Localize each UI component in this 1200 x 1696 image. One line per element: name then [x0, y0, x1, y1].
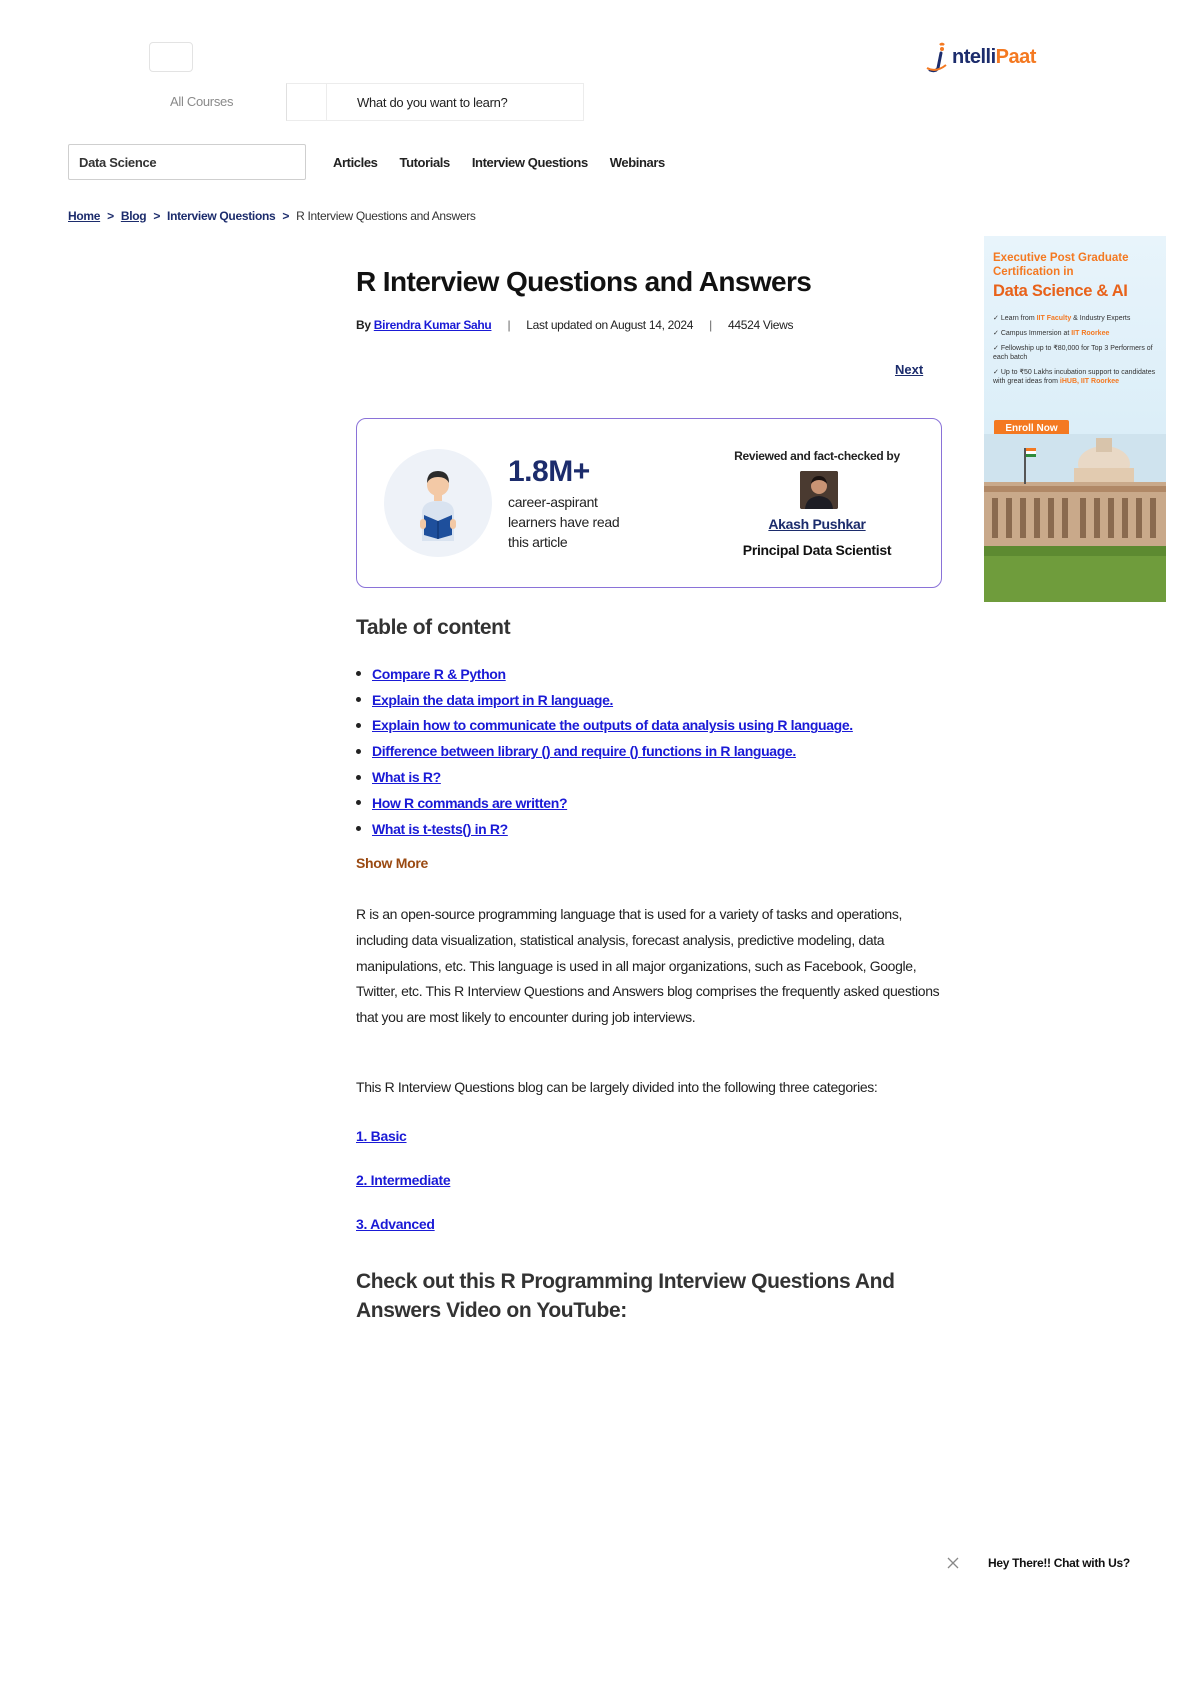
breadcrumb-separator: > — [107, 209, 114, 223]
by-label: By — [356, 318, 371, 332]
reviewer-role: Principal Data Scientist — [742, 542, 892, 558]
campus-building-image — [984, 434, 1166, 602]
ad-bullet: ✓ Up to ₹50 Lakhs incubation support to candidates with great ideas from iHUB, IIT Roorkee — [993, 369, 1156, 385]
breadcrumb-home[interactable]: Home — [68, 209, 101, 223]
chat-prompt[interactable]: Hey There!! Chat with Us? — [988, 1556, 1130, 1570]
toc-link[interactable]: How R commands are written? — [372, 794, 568, 811]
meta-divider: | — [709, 318, 712, 332]
toc-link[interactable]: Explain how to communicate the outputs of data analysis using R language. — [372, 717, 853, 734]
toc-item — [356, 738, 853, 764]
intellipaat-logo[interactable] — [926, 40, 1036, 74]
reviewer-name-link[interactable]: Akash Pushkar — [768, 516, 866, 532]
logo-text-paat: Paat — [995, 45, 1036, 68]
search-icon[interactable] — [287, 84, 327, 120]
ad-bullet: ✓ Learn from IIT Faculty & Industry Experts — [993, 315, 1131, 322]
author-link[interactable]: Birendra Kumar Sahu — [373, 318, 492, 332]
nav-articles[interactable]: Articles — [333, 155, 378, 170]
nav-tutorials[interactable]: Tutorials — [399, 155, 450, 170]
breadcrumb-blog[interactable]: Blog — [120, 209, 147, 223]
logo-mark-icon — [926, 41, 950, 73]
toc-item — [356, 661, 853, 687]
breadcrumb-separator: > — [282, 209, 290, 223]
search-input[interactable] — [327, 95, 577, 110]
reviewer-avatar — [800, 471, 838, 509]
toc-item — [356, 816, 853, 842]
toc-link[interactable]: What is t-tests() in R? — [372, 820, 508, 837]
next-article-link[interactable]: Next — [895, 362, 924, 377]
ad-course-name: Data Science & AI — [993, 282, 1128, 300]
ad-bullets — [993, 314, 1161, 392]
toc-title: Table of content — [356, 616, 511, 639]
last-updated: Last updated on August 14, 2024 — [526, 318, 694, 332]
category-basic-link[interactable]: 1. Basic — [356, 1128, 407, 1144]
toc-link[interactable]: Compare R & Python — [372, 665, 506, 682]
search-bar — [286, 83, 584, 121]
meta-divider: | — [507, 318, 511, 332]
toc-link[interactable]: Explain the data import in R language. — [372, 691, 614, 708]
category-select[interactable]: Data Science — [68, 144, 306, 180]
toc-list — [356, 661, 853, 842]
toc-link[interactable]: What is R? — [372, 769, 441, 786]
breadcrumb-current: R Interview Questions and Answers — [296, 209, 476, 223]
enroll-now-button[interactable]: Enroll Now — [994, 420, 1069, 438]
close-icon[interactable] — [945, 1555, 961, 1571]
view-count: 44524 Views — [727, 318, 794, 332]
toc-item — [356, 764, 853, 790]
course-ad-banner[interactable] — [984, 236, 1166, 602]
breadcrumb-separator: > — [153, 209, 161, 223]
ad-bullet: ✓ Campus Immersion at IIT Roorkee — [993, 330, 1110, 337]
article-meta — [356, 318, 793, 332]
toc-item — [356, 713, 853, 739]
ad-bullet: ✓ Fellowship up to ₹80,000 for Top 3 Performers of each batch — [993, 345, 1153, 361]
page-title: R Interview Questions and Answers — [356, 266, 812, 297]
toc-link[interactable]: Difference between library () and require () functions in R language. — [372, 743, 796, 760]
toc-item — [356, 687, 853, 713]
category-advanced-link[interactable]: 3. Advanced — [356, 1216, 435, 1232]
breadcrumb — [68, 209, 476, 223]
breadcrumb-section[interactable]: Interview Questions — [167, 209, 276, 223]
reader-count: 1.8M+ — [508, 455, 590, 488]
nav-interview-questions[interactable]: Interview Questions — [471, 155, 588, 170]
all-courses-menu[interactable]: All Courses — [170, 94, 234, 109]
ad-headline: Executive Post Graduate Certification in — [993, 252, 1129, 278]
show-more-button[interactable]: Show More — [356, 855, 428, 871]
reader-illustration-icon — [384, 449, 492, 557]
nav-webinars[interactable]: Webinars — [609, 155, 665, 170]
categories-paragraph: This R Interview Questions blog can be largely divided into the following three categories: — [356, 1079, 878, 1095]
toc-item — [356, 790, 853, 816]
menu-button[interactable] — [149, 42, 193, 72]
stats-card — [356, 418, 942, 588]
intro-paragraph: R is an open-source programming language that is used for a variety of tasks and operations, including data visualization, statistical analysis, forecast analysis, predictive modeling, data manipulations, etc. This language is used in all major organizations, such as Facebook, Google, Twitter, etc. This R Interview Questions and Answers blog comprises the frequently asked questions that you are most likely to encounter during job interviews. — [356, 906, 940, 1026]
category-intermediate-link[interactable]: 2. Intermediate — [356, 1172, 451, 1188]
video-section-heading: Check out this R Programming Interview Questions And Answers Video on YouTube: — [356, 1270, 895, 1322]
reader-count-caption: career-aspirant learners have read this article — [508, 494, 620, 550]
reviewed-label: Reviewed and fact-checked by — [734, 449, 900, 463]
blog-nav — [333, 155, 665, 170]
logo-text-intelli: ntelli — [952, 45, 996, 68]
